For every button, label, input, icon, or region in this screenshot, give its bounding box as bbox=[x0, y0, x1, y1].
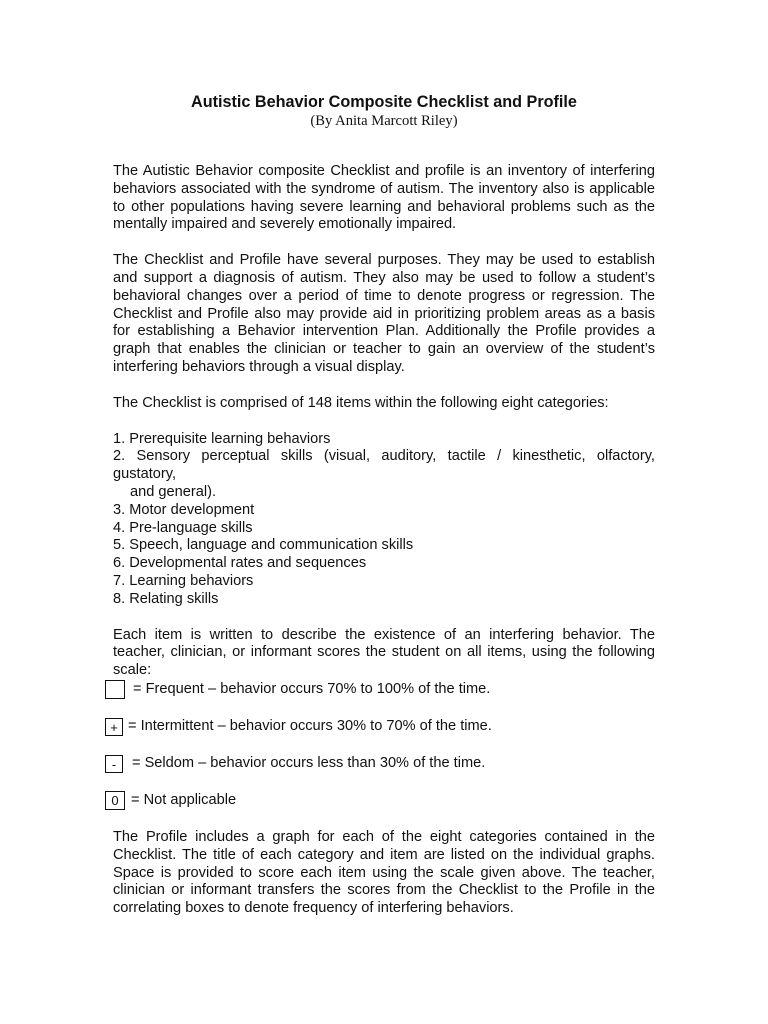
scale-description: = Seldom – behavior occurs less than 30% of the time. bbox=[132, 755, 486, 772]
seldom-symbol-box: - bbox=[105, 755, 123, 773]
profile-paragraph: The Profile includes a graph for each of the eight categories contained in the Checklist. The title of each category and item are listed on the individual graphs. Space is provided to score each item using the scale given above. The teacher, clinician or informant transfers the scores from the Checklist to the Profile in the correlating boxes to denote frequency of interfering behaviors. bbox=[113, 828, 655, 917]
intermittent-symbol-box: + bbox=[105, 718, 123, 736]
scale-row-not-applicable bbox=[113, 791, 655, 811]
list-item: 7. Learning behaviors bbox=[113, 572, 254, 589]
list-item: 2. Sensory perceptual skills (visual, auditory, tactile / kinesthetic, olfactory, gustatory, bbox=[113, 448, 655, 483]
scoring-scale bbox=[110, 680, 655, 811]
list-item: 1. Prerequisite learning behaviors bbox=[113, 430, 331, 447]
not-applicable-symbol-box: 0 bbox=[105, 791, 125, 810]
categories-intro: The Checklist is comprised of 148 items within the following eight categories: bbox=[113, 394, 609, 411]
document-author: (By Anita Marcott Riley) bbox=[310, 113, 458, 129]
list-item: 6. Developmental rates and sequences bbox=[113, 555, 367, 572]
scale-description: = Frequent – behavior occurs 70% to 100% of the time. bbox=[133, 681, 491, 698]
scale-intro: Each item is written to describe the existence of an interfering behavior. The teacher, clinician, or informant scores the student on all items, using the following scale: bbox=[113, 626, 655, 679]
scale-description: = Not applicable bbox=[131, 792, 237, 809]
purposes-paragraph: The Checklist and Profile have several purposes. They may be used to establish and support a diagnosis of autism. They also may be used to follow a student’s behavioral changes over a period of time to denote progress or regression. The Checklist and Profile also may provide aid in prioritizing problem areas as a basis for establishing a Behavior intervention Plan. Additionally the Profile provides a graph that enables the clinician or teacher to gain an overview of the student’s interfering behaviors through a visual display. bbox=[113, 252, 655, 375]
document-title: Autistic Behavior Composite Checklist and Profile bbox=[191, 93, 577, 111]
scale-description: = Intermittent – behavior occurs 30% to 70% of the time. bbox=[128, 718, 492, 735]
frequent-symbol-box bbox=[105, 680, 125, 699]
list-item: and general). bbox=[130, 483, 217, 500]
list-item: 3. Motor development bbox=[113, 501, 255, 518]
category-list bbox=[113, 431, 655, 609]
list-item: 4. Pre-language skills bbox=[113, 519, 253, 536]
list-item: 5. Speech, language and communication skills bbox=[113, 537, 414, 554]
intro-paragraph: The Autistic Behavior composite Checklist and profile is an inventory of interfering behaviors associated with the syndrome of autism. The inventory also is applicable to other populations having severe learning and behavioral problems such as the mentally impaired and severely emotionally impaired. bbox=[113, 163, 655, 233]
scale-row-frequent bbox=[113, 680, 655, 700]
scale-row-seldom bbox=[113, 754, 655, 774]
document-page bbox=[110, 93, 655, 918]
list-item: 8. Relating skills bbox=[113, 590, 219, 607]
scale-row-intermittent bbox=[110, 717, 655, 737]
